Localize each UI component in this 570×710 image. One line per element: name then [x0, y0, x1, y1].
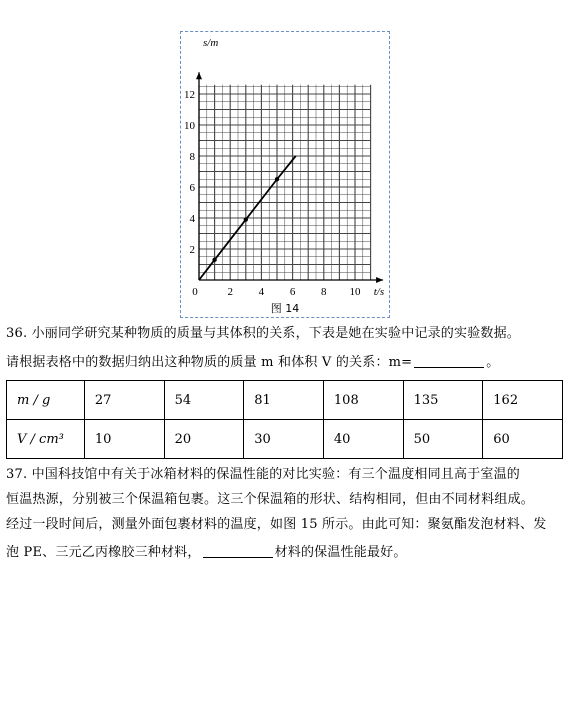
table-cell: 81 — [244, 381, 324, 420]
table-cell: 27 — [84, 381, 164, 420]
table-cell: 108 — [323, 381, 403, 420]
table-cell: 50 — [403, 420, 483, 459]
data-point — [244, 217, 248, 221]
question-36-line2 — [6, 351, 566, 375]
figure-14 — [180, 31, 390, 318]
y-axis-arrow — [196, 72, 202, 79]
y-axis-label: s/m — [203, 37, 219, 49]
question-37-line3: 经过一段时间后，测量外面包裹材料的温度，如图 15 所示。由此可知：聚氨酯发泡材料、发 — [6, 517, 547, 532]
y-tick-label: 10 — [184, 120, 195, 132]
x-tick-label: 4 — [258, 286, 265, 298]
question-37-line4 — [6, 541, 566, 565]
x-axis-label: t/s — [373, 286, 385, 298]
table-cell: 40 — [323, 420, 403, 459]
table-cell: 135 — [403, 381, 483, 420]
data-point — [212, 258, 216, 262]
x-tick-label: 6 — [289, 286, 296, 298]
y-tick-label: 6 — [189, 182, 195, 194]
x-tick-label: 0 — [192, 286, 198, 298]
table-row-volume — [7, 420, 563, 459]
question-37-line1: 37. 中国科技馆中有关于冰箱材料的保温性能的对比实验：有三个温度相同且高于室温的 — [6, 467, 521, 482]
table-cell: 54 — [164, 381, 244, 420]
x-tick-label: 8 — [321, 286, 327, 298]
y-tick-label: 8 — [189, 151, 195, 163]
answer-blank-37[interactable] — [203, 543, 273, 558]
x-tick-label: 10 — [349, 286, 361, 298]
data-point — [275, 177, 279, 181]
mass-header: m / g — [7, 381, 85, 420]
table-cell: 20 — [164, 420, 244, 459]
volume-header: V / cm³ — [7, 420, 85, 459]
table-cell: 30 — [244, 420, 324, 459]
figure-caption: 图 14 — [270, 302, 300, 315]
question-37-prompt: 泡 PE、三元乙丙橡胶三种材料， — [6, 545, 201, 560]
question-37-line2: 恒温热源，分别被三个保温箱包裹。这三个保温箱的形状、结构相同，但由不同材料组成。 — [6, 492, 535, 507]
question-37-end: 材料的保温性能最好。 — [274, 545, 407, 560]
y-tick-label: 2 — [189, 244, 195, 256]
question-36-prompt: 请根据表格中的数据归纳出这种物质的质量 m 和体积 V 的关系：m= — [6, 355, 413, 370]
s-t-graph — [181, 32, 389, 317]
x-tick-label: 2 — [227, 286, 233, 298]
question-36-line1: 36. 小丽同学研究某种物质的质量与其体积的关系，下表是她在实验中记录的实验数据。 — [6, 326, 521, 341]
x-axis-arrow — [376, 277, 383, 283]
answer-blank-36[interactable] — [414, 353, 484, 368]
question-36-end: 。 — [486, 355, 500, 370]
table-row-mass — [7, 381, 563, 420]
y-tick-label: 4 — [189, 213, 195, 225]
table-cell: 10 — [84, 420, 164, 459]
data-table — [6, 380, 563, 459]
y-tick-label: 12 — [184, 89, 195, 101]
table-cell: 162 — [483, 381, 563, 420]
table-cell: 60 — [483, 420, 563, 459]
